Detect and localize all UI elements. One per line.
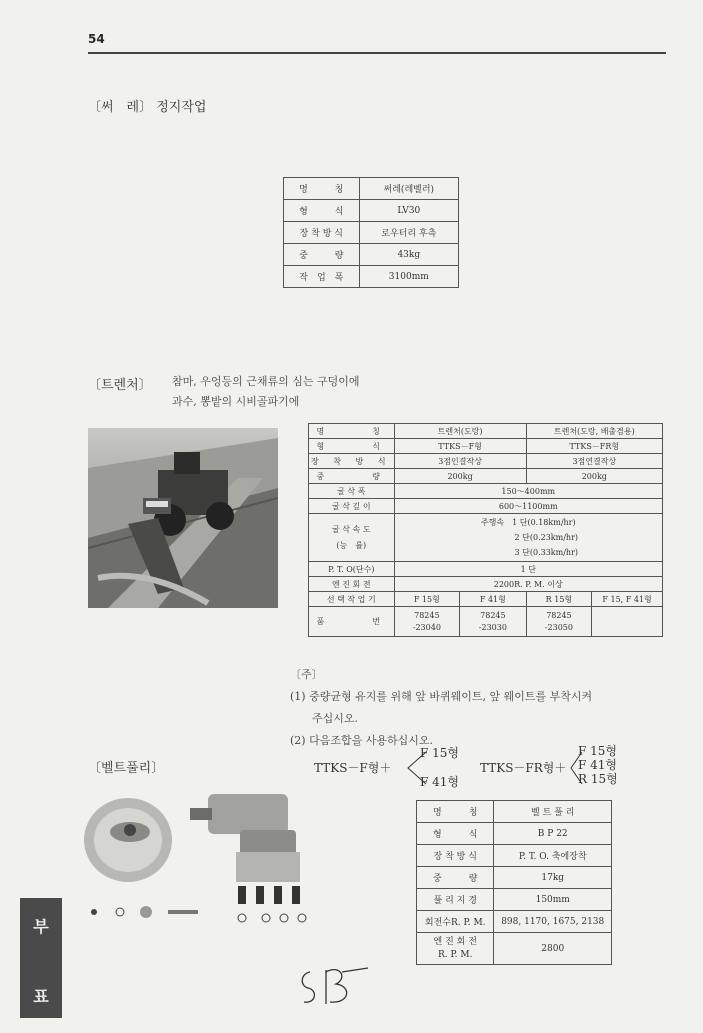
spec-label: 명 칭 xyxy=(284,178,360,200)
table-row xyxy=(309,484,663,499)
table-row xyxy=(417,823,612,845)
spec-value: 2800 xyxy=(494,933,612,965)
belt-pulley-spec-table xyxy=(416,800,612,965)
table-row xyxy=(284,266,459,288)
spec-value: TTKS－F형 xyxy=(394,439,526,454)
part-number: -23050 xyxy=(544,622,573,632)
spec-label: 중 량 xyxy=(284,244,360,266)
spec-label: P. T. O(단수) xyxy=(309,562,395,577)
spec-label: 회전수R. P. M. xyxy=(417,911,494,933)
spec-value: 써레(레벨러) xyxy=(359,178,458,200)
spec-label: 작 업 폭 xyxy=(284,266,360,288)
spec-value: 200kg xyxy=(526,469,662,484)
table-row xyxy=(417,845,612,867)
spec-label xyxy=(417,933,494,965)
table-row xyxy=(417,933,612,965)
table-row xyxy=(309,454,663,469)
spec-label: 장 착 방 식 xyxy=(309,454,395,469)
speed-line: 3 단(0.33km/hr) xyxy=(514,548,579,557)
table-row xyxy=(284,244,459,266)
table-row xyxy=(417,911,612,933)
spec-label: 형 식 xyxy=(309,439,395,454)
notes-title: 〔주〕 xyxy=(290,668,323,681)
appendix-side-tab xyxy=(20,898,62,1018)
sseore-heading: 〔써 레〕 정지작업 xyxy=(88,100,207,115)
spec-label-line: R. P. M. xyxy=(437,949,473,960)
table-row xyxy=(284,200,459,222)
spec-label-line: (능 률) xyxy=(336,540,367,550)
note-item: 주십시오. xyxy=(312,712,359,725)
part-number: 78245 xyxy=(480,610,506,620)
part-number: -23040 xyxy=(412,622,441,632)
spec-value: 3100mm xyxy=(359,266,458,288)
table-row xyxy=(309,439,663,454)
spec-label: 형 식 xyxy=(284,200,360,222)
speed-line: 주행속 1 단(0.18km/hr) xyxy=(480,518,576,527)
part-number: 78245 xyxy=(546,610,572,620)
spec-value: TTKS－FR형 xyxy=(526,439,662,454)
spec-value: B P 22 xyxy=(494,823,612,845)
spec-value: LV30 xyxy=(359,200,458,222)
spec-label: 품 번 xyxy=(309,607,395,637)
belt-pulley-photo xyxy=(80,790,320,930)
belt-heading: 〔벨트풀리〕 xyxy=(88,761,165,776)
speed-line: 2 단(0.23km/hr) xyxy=(514,533,579,542)
spec-label: 형 식 xyxy=(417,823,494,845)
spec-label: 장 착 방 식 xyxy=(417,845,494,867)
combo-fr-option: F 41형 xyxy=(578,758,618,772)
spec-label: 엔 진 회 전 xyxy=(309,577,395,592)
table-row xyxy=(417,867,612,889)
part-number: -23030 xyxy=(478,622,507,632)
spec-label: 중 량 xyxy=(309,469,395,484)
spec-value: 200kg xyxy=(394,469,526,484)
spec-value: 1 단 xyxy=(394,562,662,577)
spec-value: 벨 트 풀 리 xyxy=(494,801,612,823)
spec-label: 명 칭 xyxy=(309,424,395,439)
combo-fr-base: TTKS－FR형＋ xyxy=(480,761,567,775)
note-item: (1) 중량균형 유지를 위해 앞 바퀴웨이트, 앞 웨이트를 부착시켜 xyxy=(290,690,593,703)
header-rule xyxy=(88,52,666,54)
spec-value xyxy=(526,607,592,637)
table-row xyxy=(309,499,663,514)
spec-value: 600～1100mm xyxy=(394,499,662,514)
spec-label: 선 택 작 업 기 xyxy=(309,592,395,607)
trencher-photo xyxy=(88,428,278,608)
spec-value: 17kg xyxy=(494,867,612,889)
table-row xyxy=(309,607,663,637)
spec-value: 43kg xyxy=(359,244,458,266)
trencher-heading: 〔트렌처〕 xyxy=(88,378,152,393)
trencher-spec-table xyxy=(308,423,663,637)
spec-value xyxy=(394,607,460,637)
spec-label: 굴 삭 깊 이 xyxy=(309,499,395,514)
spec-label-line: 굴 삭 속 도 xyxy=(332,524,371,534)
spec-value: 로우터리 후측 xyxy=(359,222,458,244)
spec-value: F 15, F 41형 xyxy=(592,592,663,607)
part-number: 78245 xyxy=(414,610,440,620)
note-item: (2) 다음조합을 사용하십시오. xyxy=(290,734,433,747)
spec-label: 중 량 xyxy=(417,867,494,889)
spec-value: P. T. O. 축에장착 xyxy=(494,845,612,867)
combo-f-option: F 41형 xyxy=(420,775,460,789)
spec-label: 굴 삭 폭 xyxy=(309,484,395,499)
combo-f-base: TTKS－F형＋ xyxy=(314,761,392,775)
combo-f-option: F 15형 xyxy=(420,746,460,760)
trencher-description-2: 과수, 뽕밭의 시비골파기에 xyxy=(172,395,300,408)
side-tab-top-label: 부 xyxy=(33,917,49,936)
spec-value: 898, 1170, 1675, 2138 xyxy=(494,911,612,933)
spec-label: 풀 리 지 경 xyxy=(417,889,494,911)
spec-value: 3점인결작상 xyxy=(394,454,526,469)
belt-pulley-image xyxy=(80,790,320,930)
spec-value: 3점연결작상 xyxy=(526,454,662,469)
spec-label: 명 칭 xyxy=(417,801,494,823)
sseore-spec-table xyxy=(283,177,459,288)
trencher-notes xyxy=(290,664,592,752)
spec-value: R 15형 xyxy=(526,592,592,607)
table-row xyxy=(309,469,663,484)
table-row xyxy=(309,577,663,592)
spec-value: 트렌처(도랑) xyxy=(394,424,526,439)
spec-value xyxy=(394,514,662,562)
combo-fr-option: R 15형 xyxy=(578,772,618,786)
table-row xyxy=(284,222,459,244)
side-tab-bottom-label: 표 xyxy=(33,987,49,1006)
table-row xyxy=(309,424,663,439)
trencher-photo-image xyxy=(88,428,278,608)
table-row xyxy=(309,592,663,607)
spec-value xyxy=(592,607,663,637)
spec-value: 트렌처(도랑, 배출겸용) xyxy=(526,424,662,439)
table-row xyxy=(417,801,612,823)
table-row xyxy=(309,514,663,562)
spec-label xyxy=(309,514,395,562)
page-number: 54 xyxy=(88,32,105,46)
spec-value: 2200R. P. M. 이상 xyxy=(394,577,662,592)
spec-label: 장 착 방 식 xyxy=(284,222,360,244)
spec-value: 150～400mm xyxy=(394,484,662,499)
spec-value: 150mm xyxy=(494,889,612,911)
spec-value: F 41형 xyxy=(460,592,527,607)
table-row xyxy=(417,889,612,911)
trencher-description-1: 참마, 우엉등의 근채류의 심는 구덩이에 xyxy=(172,375,360,388)
table-row xyxy=(284,178,459,200)
combo-fr-option: F 15형 xyxy=(578,744,618,758)
spec-value: F 15형 xyxy=(394,592,460,607)
handwritten-scribble xyxy=(296,960,376,1010)
spec-value xyxy=(460,607,527,637)
table-row xyxy=(309,562,663,577)
spec-label-line: 엔 진 회 전 xyxy=(433,936,477,947)
